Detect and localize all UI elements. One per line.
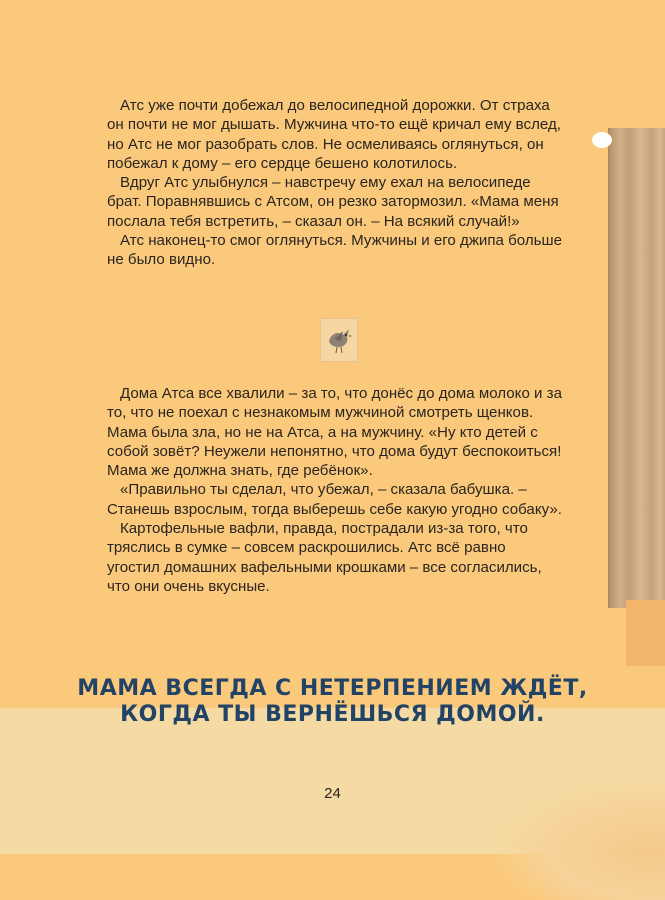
story-block-1 [107,96,562,270]
story-block-2 [107,384,562,596]
paragraph: Атс уже почти добежал до велосипедной дорожки. От страха он почти не мог дышать. Мужчина что-то ещё кричал ему вслед, но Атс не мог разобрать слов. Не осмеливаясь оглянуться, он побежал к дому – его сердце бешено колотилось. [107,97,561,172]
paragraph: Атс наконец-то смог оглянуться. Мужчины и его джипа больше не было видно. [107,232,563,269]
bird-illustration [320,318,358,362]
curtain-shadow [626,600,665,666]
curtain-highlight [592,132,612,148]
headline [40,676,625,728]
paragraph: Дома Атса все хвалили – за то, что донёс до дома молоко и за то, что не поехал с незнакомым мужчиной смотреть щенков. Мама была зла, но не на Атса, а на мужчину. «Ну кто детей с собой зовёт? Неужели непонятно, что дома будут беспокоиться! Мама же должна знать, где ребёнок». [107,385,562,480]
headline-line-1: МАМА ВСЕГДА С НЕТЕРПЕНИЕМ ЖДЁТ, [77,676,588,701]
paragraph: Картофельные вафли, правда, пострадали из-за того, что тряслись в сумке – совсем раскрошились. Атс всё равно угостил домашних вафельными крошками – все согласились, что они очень вкусные. [107,520,542,595]
paragraph: «Правильно ты сделал, что убежал, – сказала бабушка. – Станешь взрослым, тогда выберешь себе какую угодно собаку». [107,481,562,518]
bird-icon [321,319,357,361]
paragraph: Вдруг Атс улыбнулся – навстречу ему ехал на велосипеде брат. Поравнявшись с Атсом, он резко затормозил. «Мама меня послала тебя встретить, – сказал он. – На всякий случай!» [107,174,559,230]
curtain-illustration [608,128,665,608]
page-number: 24 [324,785,341,802]
headline-line-2: КОГДА ТЫ ВЕРНЁШЬСЯ ДОМОЙ. [120,702,545,727]
